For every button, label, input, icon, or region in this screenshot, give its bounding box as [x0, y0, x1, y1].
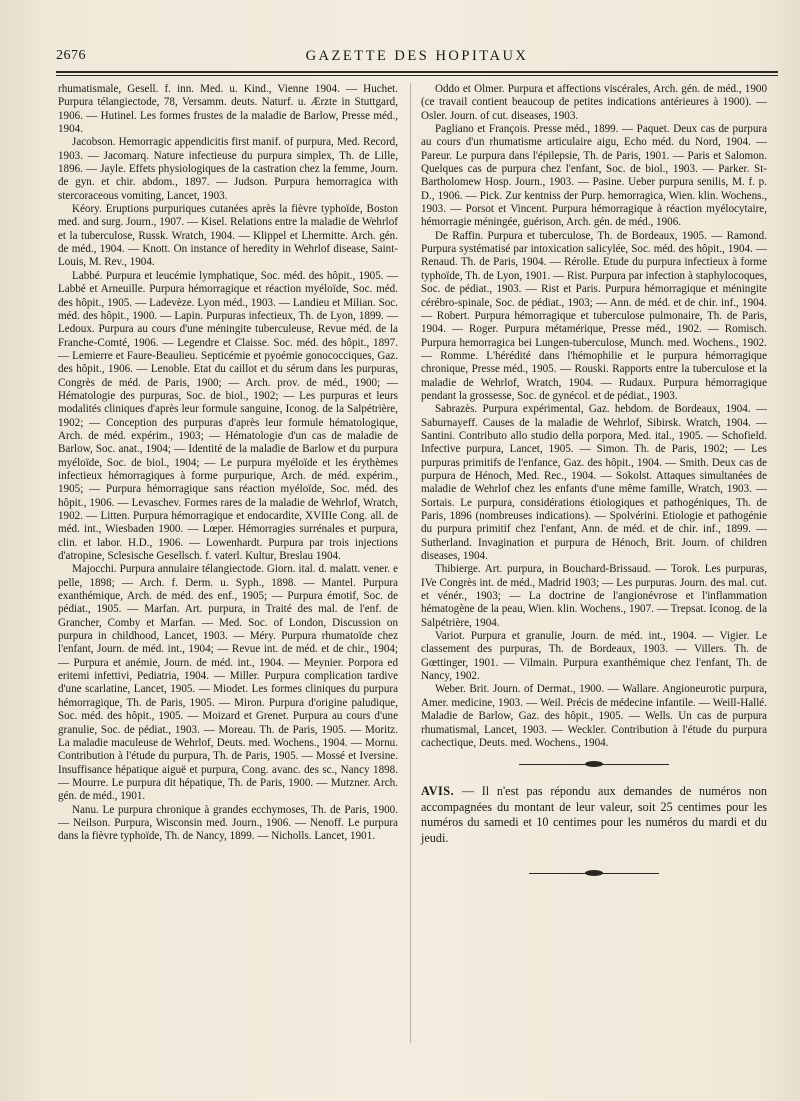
left-column — [58, 83, 398, 844]
bibliography-entry: Sabrazès. Purpura expérimental, Gaz. hebdom. de Bordeaux, 1904. — Saburnayeff. Causes de la maladie de Wehrlof, Sibirsk. Wratch, 1904. — Santini. Contributo allo studio della porpora, Med. ital., 1905. — Schofield. Infective purpura, Lancet, 1905. — Simon. Th. de Paris, 1902; — Les purpuras primitifs de l'enfance, Gaz. des hôpit., 1904. — Smith. Deux cas de purpura de Hénoch, Med. Rec., 1904. — Sokolst. Attaques simultanées de maladie de Wehrlof chez les enfants d'une même famille, Wratch, 1903. — Sortais. Le purpura, considérations étiologiques et pathogéniques, Th. de Paris, 1896 (nombreuses indications). — Spolvérini. Etiologie et pathogénie du purpura primitif chez l'enfant, Ann. de méd. et de chir. inf., 1899. — Sutherland. Invagination et purpura de Hénoch, Brit. Journ. of children diseases, 1904. — [421, 403, 767, 563]
bibliography-entry: Kéory. Eruptions purpuriques cutanées après la fièvre typhoïde, Boston med. and surg. Journ., 1907. — Kisel. Relations entre la maladie de Wehrlof et la tuberculose, Russk. Wratch, 1904. — Klippel et Lhermitte. Arch. gén. de méd., 1904. — Knott. On instance of heredity in Wehrlof disease, Saint-Louis, M. Rev., 1904. — [58, 203, 398, 269]
end-ornament — [529, 869, 659, 879]
header-rule-thick — [56, 71, 778, 73]
bibliography-entry: Majocchi. Purpura annulaire télangiectode. Giorn. ital. d. malatt. vener. e pelle, 1898; — Arch. f. Derm. u. Syph., 1898. — Mantel. Purpura exanthémique, Arch. de méd. des enf., 1905; — Purpura émotif, Soc. de pédiat., 1905. — Marfan. Art. purpura, in Traité des mal. de l'enf. de Grancher, Comby et Marfan. — Med. Soc. of London, Discussion on purpura in childhood, Lancet, 1903. — Méry. Purpura rhumatoïde chez l'enfant, Journ. de méd. int., 1904; — Revue int. de méd. et de chir., 1904; — Purpura et anémie, Journ. de méd. int., 1904. — Meynier. Porpora ed eritemi infettivi, Pediatria, 1904. — Miller. Purpura complication tardive d'une scarlatine, Lancet, 1905. — Miodet. Les formes cliniques du purpura hémorragique, Th. de Paris, 1905. — Miron. Purpura d'origine paludique, Soc. méd. des hôpit., 1905. — Moizard et Grenet. Purpura au cours d'une granulie, Soc. de pédiat., 1903. — Moreau. Th. de Paris, 1905. — Moritz. La maladie maculeuse de Wehrlof, Deuts. med. Wochens., 1904. — Mornu. Contribution à l'étude du purpura, Th. de Paris, 1905. — Mossé et Iversine. Insuffisance hépatique aiguë et purpura, Cong. avanc. des sc., Nancy 1898. — Mourre. Le purpura dit hépatique, Th. de Paris, 1900. — Mutzner. Arch. gén. de méd., 1901. — [58, 563, 398, 803]
bibliography-entry: Nanu. Le purpura chronique à grandes ecchymoses, Th. de Paris, 1900. — Neilson. Purpura, Wisconsin med. Journ., 1906. — Nenoff. Le purpura dans la fièvre typhoïde, Th. de Nancy, 1899. — Nicholls. Lancet, 1901. — [58, 803, 398, 843]
bibliography-entry: Jacobson. Hemorragic appendicitis first manif. of purpura, Med. Record, 1903. — Jacomarq. Nature infectieuse du purpura simplex, Th. de Lille, 1896. — Jayle. Effets physiologiques de la castration chez la femme, Journ. de gyn. et chir. abdom., 1897. — Judson. Purpura hemorragica with stercoraceous vomiting, Lancet, 1903. — [58, 136, 398, 202]
bibliography-entry: Labbé. Purpura et leucémie lymphatique, Soc. méd. des hôpit., 1905. — Labbé et Arneuille. Purpura hémorragique et réaction myéloïde, Soc. méd. des hôpit., 1905. — Ladevèze. Lyon méd., 1903. — Landieu et Milian. Soc. méd. des hôpit., 1900. — Lapin. Purpuras infectieux, Th. de Lyon, 1899. — Ledoux. Purpura au cours d'une méningite tuberculeuse, Revue méd. de la Franche-Comté, 1906. — Legendre et Claisse. Soc. méd. des hôpit., 1897. — Lemierre et Faure-Beaulieu. Septicémie et pyoémie gonococciques, Gaz. des hôpit., 1906. — Lenoble. Etat du caillot et du sérum dans les purpuras, Congrès de méd. de Paris, 1900; — Arch. prov. de méd., 1900; — Hématologie des purpuras, Soc. de biol., 1902; — Les purpuras et leurs modalités cliniques d'après leur formule sanguine, Iconog. de la Salpétrière, 1902; — Conception des purpuras d'après leur formule hématologique, Arch. de méd. expérim., 1903; — Hématologie d'un cas de maladie de Barlow, Soc. anat., 1904; — Identité de la maladie de Barlow et du purpura myéloïde, Soc. de biol., 1904; — Le purpura myéloïde et les érythèmes infectieux hémorragiques à forme purpurique, Arch. de méd. expérim., 1905; — Purpura hémorragique sans réaction myéloïde, Soc. méd. des hôpit., 1906. — Levaschev. Formes rares de la maladie de Wehrlof, Wratch, 1902. — Litten. Purpura hémorragique et endocardite, XVIIIe Cong. all. de méd. int., Wiesbaden 1900. — Lœper. Hémorragies surrénales et purpura, clin. et labor. H.D., 1906. — Lowenhardt. Purpura par trois injections d'atropine, Sclesische Gesellsch. f. vaterl. Kultur, Breslau 1904. — [58, 269, 398, 563]
notice-lead: AVIS. — [421, 784, 455, 799]
bibliography-entry: Pagliano et François. Presse méd., 1899. — Paquet. Deux cas de purpura au cours d'un rhumatisme articulaire aigu, Echo méd. du Nord, 1904. — Pareur. Le purpura dans l'épilepsie, Th. de Paris, 1901. — Paris et Salomon. Quelques cas de purpura chez l'enfant, Soc. de biol., 1903. — Parker. St-Bartholomew Hosp. Journ., 1903. — Pasine. Ueber purpura senilis, M. f. p. D., 1906. — Pick. Zur kentniss der Purp. hemorragica, Wien. klin. Wochens., 1903. — Porsot et Vincent. Purpura hémorragique à réaction myélocytaire, hémorragie méningée, guérison, Arch. gén. de méd., 1906. — [421, 123, 767, 229]
right-column — [421, 83, 767, 879]
page-number: 2676 — [56, 48, 86, 63]
bibliography-entry: Thibierge. Art. purpura, in Bouchard-Brissaud. — Torok. Les purpuras, IVe Congrès int. de méd., Madrid 1903; — Les purpuras. Journ. des mal. cut. et vénér., 1903; — La doctrine de l'angionévrose et l'inflammation hématogène de la peau, Wien. klin. Wochens., 1907. — Trepsat. Iconog. de la Salpétrière, 1904. — [421, 563, 767, 629]
page-header — [56, 44, 778, 70]
bibliography-entry: Variot. Purpura et granulie, Journ. de méd. int., 1904. — Vigier. Le classement des purpuras, Th. de Bordeaux, 1903. — Villers. Th. de Gœttinger, 1901. — Vilmain. Purpura exanthémique chez l'enfant, Th. de Nancy, 1902. — [421, 630, 767, 683]
bibliography-entry: Weber. Brit. Journ. of Dermat., 1900. — Wallare. Angioneurotic purpura, Amer. medicine, 1903. — Weil. Précis de médecine infantile. — Weill-Hallé. Maladie de Barlow, Gaz. des hôpit., 1905. — Wells. Un cas de purpura rhumatismal, Lancet, 1903. — Weckler. Contribution à l'étude du purpura cachectique, Deuts. med. Wochens., 1904. — [421, 683, 767, 749]
separator-ornament — [519, 760, 669, 770]
bibliography-entry: Oddo et Olmer. Purpura et affections viscérales, Arch. gén. de méd., 1900 (ce travail contient beaucoup de petites indications antérieures à 1900). — Osler. Journ. of cut. diseases, 1903. — [421, 83, 767, 122]
bibliography-entry: De Raffin. Purpura et tuberculose, Th. de Bordeaux, 1905. — Ramond. Purpura systématisé par intoxication salicylée, Soc. méd. des hôpit., 1904. — Renaud. Th. de Paris, 1904. — Rérolle. Etude du purpura infectieux à forme typhoïde, Th. de Lyon, 1901. — Rist. Purpura par infection à staphylocoques, Soc. de pédiat., 1903. — Rist et Paris. Purpura hémorragique et méningite cérébro-spinale, Soc. de pédiat., 1903; — Ann. de méd. et de chir. inf., 1904. — Robert. Purpura hémorragique et tuberculose pulmonaire, Th. de Paris, 1904. — Roger. Purpura métamérique, Presse méd., 1902. — Romisch. Purpura hemorragica bei Lungen-tuberculose, Munch. med. Wochens., 1902. — Romme. L'hérédité dans l'hémophilie et le purpura hémorragique chronique, Presse méd., 1905. — Rouski. Rapports entre la tuberculose et la maladie de Wehrlof, Wratch, 1904. — Rudaux. Purpura hémorragique pendant la grossesse, Soc. de gynécol. et de pédiat., 1903. — [421, 229, 767, 402]
column-divider — [410, 83, 411, 1043]
header-rule-thin — [56, 75, 778, 76]
notice-paragraph — [421, 784, 767, 846]
bibliography-entry: rhumatismale, Gesell. f. inn. Med. u. Kind., Vienne 1904. — Huchet. Purpura télangiectode, 78, Versamm. deuts. Naturf. u. Ærzte in Stuttgard, 1906. — Hutinel. Les formes frustes de la maladie de Barlow, Presse méd., 1904. — [58, 83, 398, 136]
notice-text: — Il n'est pas répondu aux demandes de numéros non accompagnées du montant de leur valeur, soit 25 centimes pour les numéros du samedi et 10 centimes pour les numéros du mardi et du jeudi. — [421, 784, 767, 845]
journal-title: GAZETTE DES HOPITAUX — [305, 48, 529, 64]
